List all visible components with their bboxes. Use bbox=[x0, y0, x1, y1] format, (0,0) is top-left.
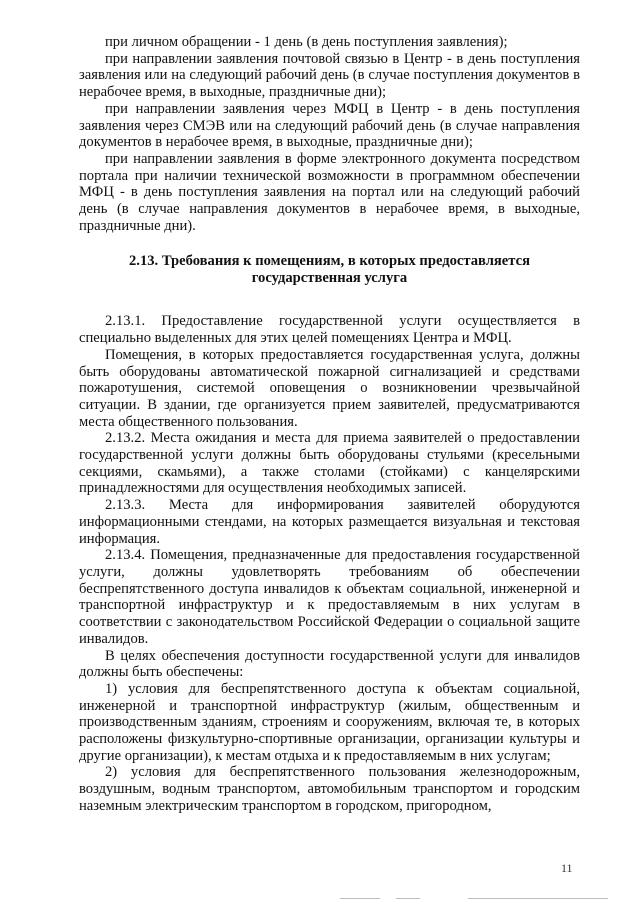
paragraph-accessibility-intro: В целях обеспечения доступности государственной услуги для инвалидов должны быть обеспечены: bbox=[79, 647, 580, 681]
paragraph-2-13-3: 2.13.3. Места для информирования заявителей оборудуются информационными стендами, на которых размещается визуальная и текстовая информация. bbox=[79, 497, 580, 547]
paragraph-via-mfc: при направлении заявления через МФЦ в Центр - в день поступления заявления через СМЭВ или на следующий рабочий день (в случае направления документов в нерабочее время, в выходные, праздничные дни); bbox=[79, 100, 580, 151]
document-page bbox=[79, 34, 580, 815]
scan-edge-marks bbox=[0, 893, 640, 905]
section-heading: 2.13. Требования к помещениям, в которых предоставляется государственная услуга bbox=[129, 253, 530, 287]
paragraph-electronic: при направлении заявления в форме электронного документа посредством портала при наличии технической возможности в программном обеспечении МФЦ - в день поступления заявления на портал или на следующий рабочий день (в случае направления документов в нерабочее время, в выходные, праздничные дни). bbox=[79, 150, 580, 234]
paragraph-premises-equipment: Помещения, в которых предоставляется государственная услуга, должны быть оборудованы автоматической пожарной сигнализацией и средствами пожаротушения, системой оповещения о возникновении чрезвычайной ситуации. В здании, где организуется прием заявителей, предусматриваются места общественного пользования. bbox=[79, 346, 580, 430]
list-item-1: 1) условия для беспрепятственного доступа к объектам социальной, инженерной и транспортной инфраструктур (жилым, общественным и производственным зданиям, строениям и сооружениям, включая те, в которых расположены физкультурно-спортивные организации, организации культуры и другие организации), к местам отдыха и к предоставляемым в них услугам; bbox=[79, 680, 580, 764]
paragraph-2-13-4: 2.13.4. Помещения, предназначенные для предоставления государственной услуги, должны удовлетворять требованиям об обеспечении беспрепятственного доступа инвалидов к объектам социальной, инженерной и транспортной инфраструктур и к предоставляемым в них услугам в соответствии с законодательством Российской Федерации о социальной защите инвалидов. bbox=[79, 547, 580, 647]
paragraph-2-13-1: 2.13.1. Предоставление государственной услуги осуществляется в специально выделенных для этих целей помещениях Центра и МФЦ. bbox=[79, 313, 580, 347]
paragraph-2-13-2: 2.13.2. Места ожидания и места для приема заявителей о предоставлении государственной услуги должны быть оборудованы стульями (кресельными секциями, скамьями), а также столами (стойками) с канцелярскими принадлежностями для осуществления необходимых записей. bbox=[79, 430, 580, 497]
list-item-2: 2) условия для беспрепятственного пользования железнодорожным, воздушным, водным транспортом, автомобильным транспортом и городским наземным электрическим транспортом в городском, пригородном, bbox=[79, 764, 580, 814]
page-number: 11 bbox=[561, 861, 573, 875]
paragraph-in-person: при личном обращении - 1 день (в день поступления заявления); bbox=[105, 34, 508, 50]
paragraph-by-mail: при направлении заявления почтовой связью в Центр - в день поступления заявления или на следующий рабочий день (в случае поступления документов в нерабочее время, в выходные, праздничные дни); bbox=[79, 50, 580, 101]
